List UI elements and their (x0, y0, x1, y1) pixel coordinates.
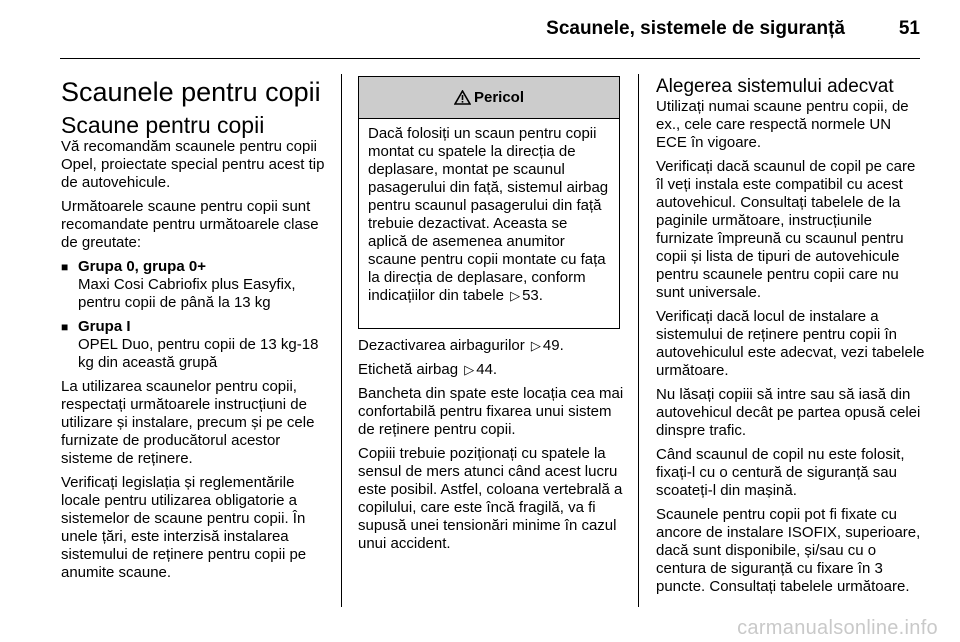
bullet-item (61, 318, 329, 336)
paragraph: Scaunele pentru copii pot fi fixate cu ancore de instalare ISOFIX, superioare, dacă sunt disponibile, și/sau cu o centura de siguranță cu fixare în 3 puncte. Consultați tabelele următoare. (656, 506, 921, 595)
page-ref[interactable]: 44. (476, 361, 498, 378)
paragraph: Utilizați numai scaune pentru copii, de ex., cele care respectă normele UN ECE în vigoare. (656, 98, 909, 151)
reference-text: Etichetă airbag (358, 361, 459, 378)
danger-label: Pericol (473, 89, 525, 106)
square-bullet-icon: ■ (61, 260, 69, 274)
bullet-item (61, 258, 329, 276)
reference-line (358, 337, 628, 355)
bullet-text: OPEL Duo, pentru copii de 13 kg-18 kg din această grupă (78, 336, 319, 371)
column-divider-1 (341, 74, 342, 607)
danger-page-ref[interactable]: 53. (522, 287, 543, 304)
column-divider-2 (638, 74, 639, 607)
paragraph: Vă recomandăm scaunele pentru copii Opel, proiectate special pentru acest tip de autovehicule. (61, 138, 325, 191)
paragraph: Verificați dacă scaunul de copil pe care îl veți instala este compatibil cu acest autovehicul. Consultați tabelele de la paginile următoare, instrucțiunile furnizate împreună cu scaunul pentru copii și lista de tipuri de autovehicule pentru scaunele pentru copii care nu sunt universale. (656, 158, 916, 301)
page-reference-arrow-icon: ▷ (510, 288, 521, 303)
paragraph: Verificați dacă locul de instalare a sistemului de reținere pentru copii în autovehiculul este adecvat, vezi tabelele următoare. (656, 308, 925, 379)
paragraph: Copiii trebuie poziționați cu spatele la sensul de mers atunci când acest lucru este posibil. Astfel, coloana vertebrală a copilului, care este încă fragilă, va fi supusă unei tensionări minime în cazul unui accident. (358, 445, 623, 552)
page-reference-arrow-icon: ▷ (530, 338, 541, 353)
watermark: carmanualsonline.info (737, 617, 938, 639)
page-reference-arrow-icon: ▷ (464, 362, 475, 377)
square-bullet-icon: ■ (61, 320, 69, 334)
danger-body (359, 119, 619, 311)
column-2 (358, 337, 628, 559)
reference-text: Dezactivarea airbagurilor (358, 337, 525, 354)
column-1 (61, 76, 329, 588)
danger-header (359, 77, 619, 119)
danger-text: Dacă folosiți un scaun pentru copii montat cu spatele la direcția de deplasare, montat pe scaunul pasagerului din față, sistemul airbag pentru scaunul pasagerului din față trebuie dezactivat. Aceasta se aplică de asemenea anumitor scaune pentru copii montate cu fața la direcția de deplasare, conform indicațiilor din tabele (368, 125, 609, 304)
paragraph: Verificați legislația și reglementările locale pentru utilizarea obligatorie a sistemelor de scaune pentru copii. În unele țări, este interzisă instalarea sistemului de reținere pentru copii pe anumite scaune. (61, 474, 307, 581)
bullet-text: Maxi Cosi Cabriofix plus Easyfix, pentru copii de până la 13 kg (78, 276, 296, 311)
paragraph: Nu lăsați copiii să intre sau să iasă din autovehicul decât pe partea opusă celei dinspre trafic. (656, 386, 921, 439)
paragraph: Când scaunul de copil nu este folosit, fixați-l cu o centură de siguranță sau scoateți-l din mașină. (656, 446, 905, 499)
warning-triangle-icon (454, 90, 471, 105)
header-rule (60, 58, 920, 59)
reference-line (358, 361, 628, 379)
page-header-title: Scaunele, sistemele de siguranță (546, 18, 845, 39)
bullet-title: Grupa I (78, 318, 131, 335)
danger-box (358, 76, 620, 329)
page-ref[interactable]: 49. (542, 337, 564, 354)
page-number: 51 (898, 18, 920, 39)
paragraph: La utilizarea scaunelor pentru copii, respectați următoarele instrucțiuni de utilizare și instalare, precum și pe cele furnizate de producătorul acestor sisteme de reținere. (61, 378, 315, 467)
subsection-title: Alegerea sistemului adecvat (656, 76, 894, 97)
bullet-title: Grupa 0, grupa 0+ (78, 258, 206, 275)
section-title: Scaune pentru copii (61, 112, 265, 138)
chapter-title: Scaunele pentru copii (61, 77, 321, 107)
column-3 (656, 76, 926, 602)
paragraph: Următoarele scaune pentru copii sunt recomandate pentru următoarele clase de greutate: (61, 198, 319, 251)
paragraph: Bancheta din spate este locația cea mai confortabilă pentru fixarea unui sistem de reținere pentru copii. (358, 385, 624, 438)
